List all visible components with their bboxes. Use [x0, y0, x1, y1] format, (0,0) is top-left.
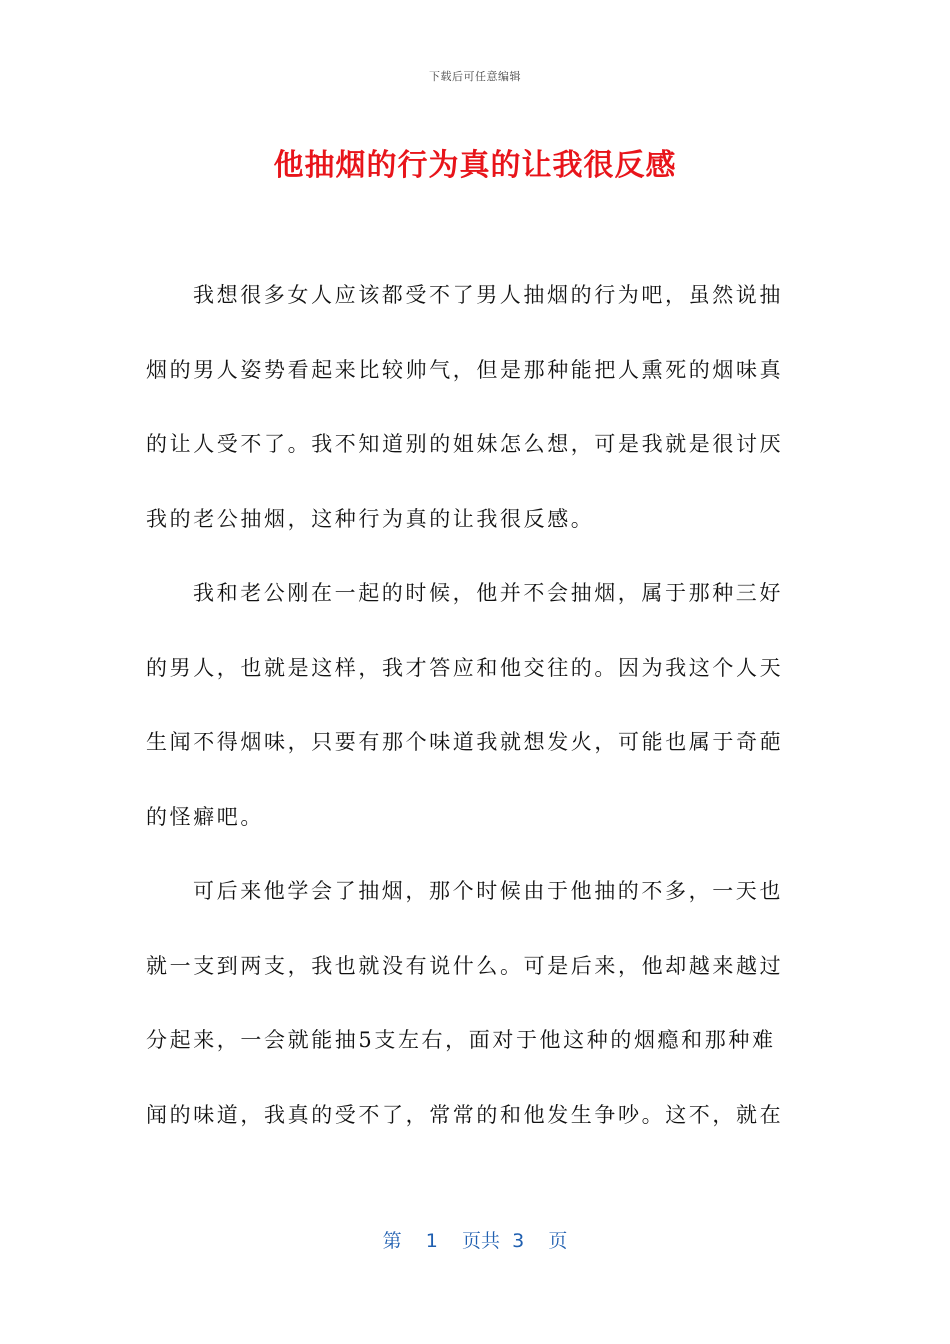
paragraph-line: 就一支到两支，我也就没有说什么。可是后来，他却越来越过	[146, 953, 784, 978]
document-title: 他抽烟的行为真的让我很反感	[273, 148, 677, 183]
page-suffix: 页	[548, 1230, 568, 1252]
paragraph-line: 我和老公刚在一起的时候，他并不会抽烟，属于那种三好	[193, 581, 783, 605]
paragraph-line: 的让人受不了。我不知道别的姐妹怎么想，可是我就是很讨厌	[146, 432, 784, 456]
paragraph-line: 烟的男人姿势看起来比较帅气，但是那种能把人熏死的烟味真	[146, 357, 784, 382]
paragraph-line: 分起来，一会就能抽5支左右，面对于他这种的烟瘾和那种难	[146, 1028, 776, 1052]
page-prefix: 第	[382, 1230, 402, 1252]
page-middle: 页共	[462, 1230, 501, 1252]
document-body	[146, 270, 790, 1164]
paragraph-line: 的男人，也就是这样，我才答应和他交往的。因为我这个人天	[146, 655, 784, 680]
page-header-note: 下载后可任意编辑	[429, 70, 521, 83]
paragraph-line: 可后来他学会了抽烟，那个时候由于他抽的不多，一天也	[193, 879, 783, 903]
paragraph-line: 闻的味道，我真的受不了，常常的和他发生争吵。这不，就在	[146, 1102, 784, 1127]
paragraph-line: 的怪癖吧。	[146, 804, 264, 829]
total-pages-number: 3	[512, 1230, 525, 1252]
page-footer	[0, 1226, 950, 1253]
paragraph-line: 我的老公抽烟，这种行为真的让我很反感。	[146, 506, 595, 531]
current-page-number: 1	[425, 1230, 438, 1252]
paragraph-line: 我想很多女人应该都受不了男人抽烟的行为吧，虽然说抽	[193, 283, 783, 307]
paragraph-line: 生闻不得烟味，只要有那个味道我就想发火，可能也属于奇葩	[146, 730, 784, 754]
